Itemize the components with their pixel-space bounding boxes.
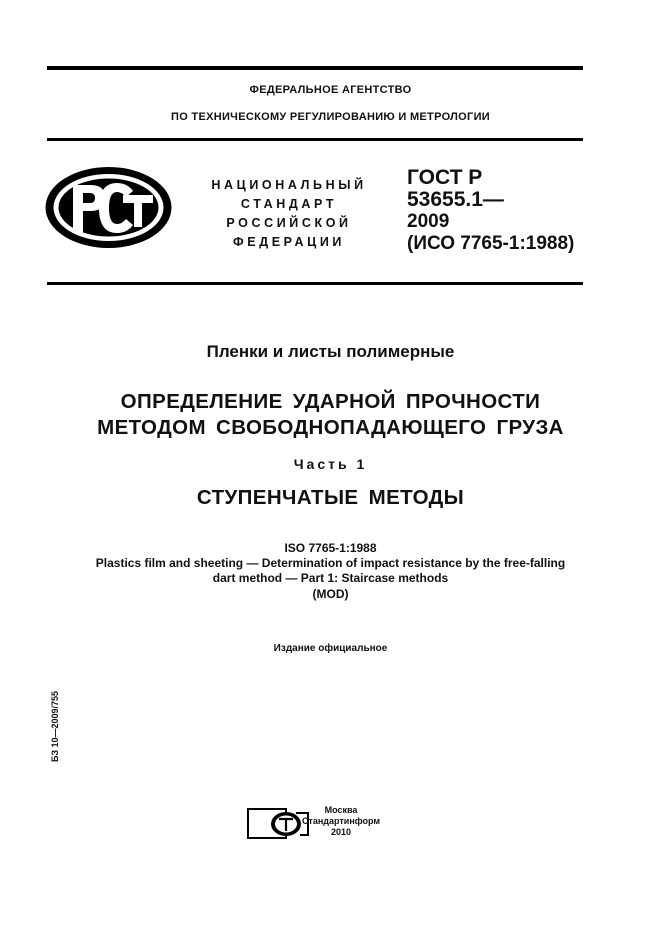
natstd-line-3: РОССИЙСКОЙ: [226, 216, 352, 230]
agency-line-1: ФЕДЕРАЛЬНОЕ АГЕНТСТВО: [249, 84, 412, 96]
part-title: СТУПЕНЧАТЫЕ МЕТОДЫ: [196, 486, 465, 509]
standard-designation: [407, 167, 574, 255]
iso-reference: ISO 7765-1:1988: [284, 541, 377, 555]
rst-logo-icon: [43, 165, 174, 250]
publisher-city: Москва: [324, 805, 358, 815]
part-number: Часть 1: [293, 456, 368, 472]
publisher-year: 2010: [330, 827, 352, 837]
designation-line-4: (ИСО 7765-1:1988): [407, 233, 575, 254]
designation-line-1: ГОСТ Р: [407, 166, 483, 189]
publisher-block: [301, 805, 381, 838]
natstd-line-1: НАЦИОНАЛЬНЫЙ: [211, 178, 367, 192]
natstd-line-4: ФЕДЕРАЦИИ: [232, 235, 345, 249]
natstd-line-2: СТАНДАРТ: [240, 197, 338, 211]
document-subject: Пленки и листы полимерные: [206, 342, 455, 361]
designation-line-3: 2009: [407, 211, 450, 232]
edition-label: Издание официальное: [273, 643, 388, 654]
iso-title-line-1: Plastics film and sheeting — Determination of impact resistance by the free-falling: [95, 556, 566, 570]
iso-title-line-2: dart method — Part 1: Staircase methods: [212, 571, 449, 585]
document-title-line-1: ОПРЕДЕЛЕНИЕ УДАРНОЙ ПРОЧНОСТИ: [120, 390, 541, 413]
top-rule: [47, 66, 583, 70]
publisher-name: Стандартинформ: [301, 816, 381, 826]
header-bottom-rule: [47, 282, 583, 285]
iso-mod: (MOD): [312, 587, 349, 601]
agency-line-2: ПО ТЕХНИЧЕСКОМУ РЕГУЛИРОВАНИЮ И МЕТРОЛОГИИ: [171, 111, 490, 123]
national-standard-label: [200, 176, 378, 252]
designation-line-2: 53655.1—: [407, 188, 504, 211]
agency-bottom-rule: [47, 138, 583, 141]
document-title-line-2: МЕТОДОМ СВОБОДНОПАДАЮЩЕГО ГРУЗА: [97, 416, 564, 439]
side-code: БЗ 10—2009/755: [50, 690, 60, 762]
